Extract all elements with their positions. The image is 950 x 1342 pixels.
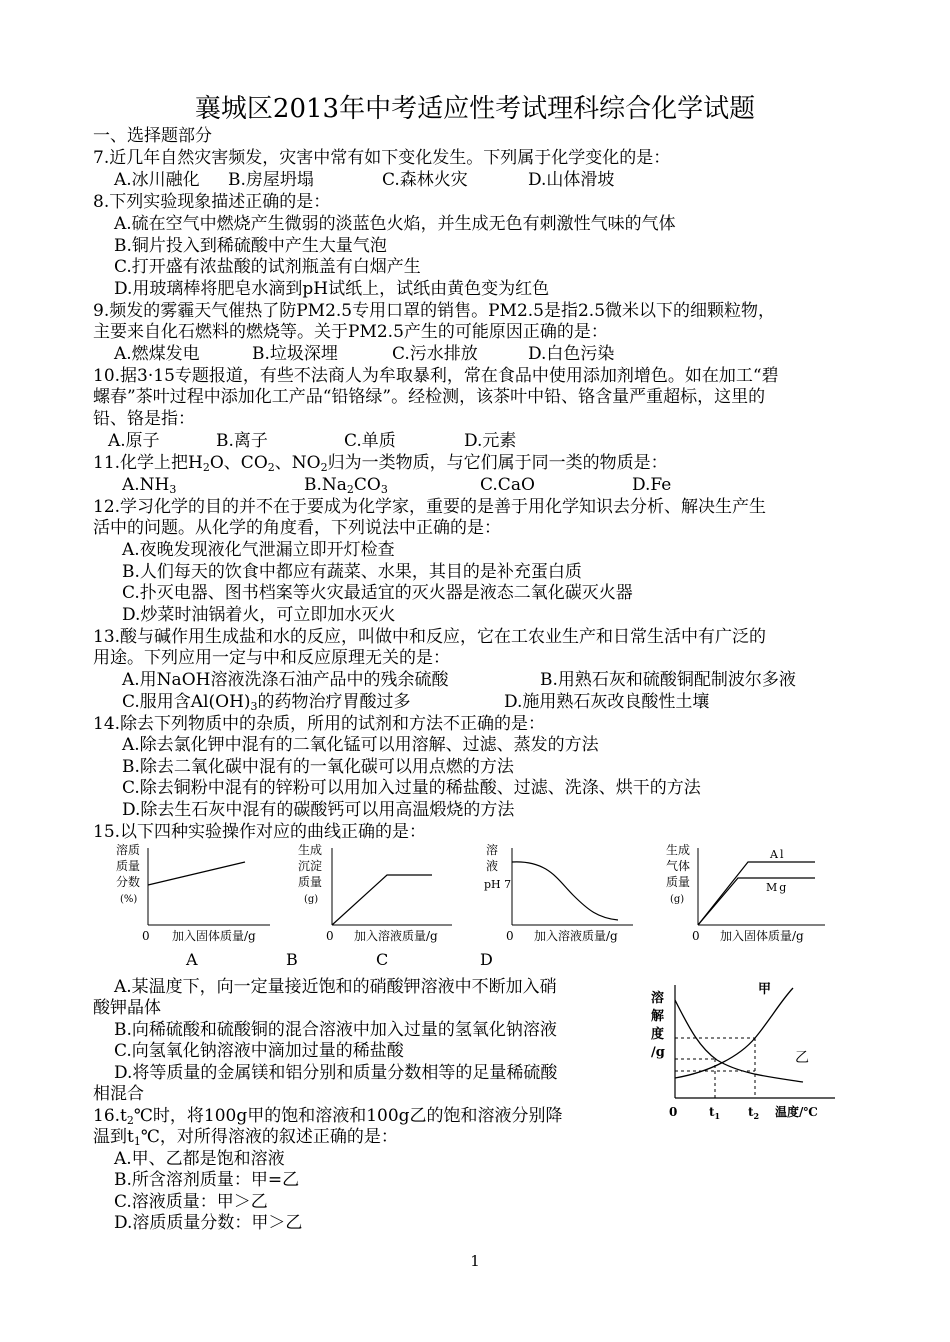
q8-stem: 8.下列实验现象描述正确的是：: [93, 192, 331, 212]
q15-option-b: B.向稀硫酸和硫酸铜的混合溶液中加入过量的氢氧化钠溶液: [114, 1020, 557, 1040]
graph-b-ylabel-2: 沉淀: [298, 859, 323, 873]
solubility-ylabel-3: 度: [651, 1027, 665, 1042]
q16-option-a: A.甲、乙都是饱和溶液: [114, 1149, 285, 1169]
q11-option-b: $B.Na_2CO_3$: [304, 475, 388, 496]
graph-a-ylabel-1: 溶质: [116, 843, 141, 857]
q14-option-a: A.除去氯化钾中混有的二氧化锰可以用溶解、过滤、蒸发的方法: [122, 735, 599, 755]
q12-option-a: A.夜晚发现液化气泄漏立即开灯检查: [122, 540, 395, 560]
q15-option-d-line1: D.将等质量的金属镁和铝分别和质量分数相等的足量稀硫酸: [114, 1063, 558, 1083]
q10-stem-line3: 铅、铬是指：: [93, 409, 195, 429]
page-title: 襄城区2013年中考适应性考试理科综合化学试题: [194, 94, 756, 124]
graph-d-curve-mg: [698, 878, 815, 925]
graph-d-ylabel-1: 生成: [666, 843, 691, 857]
graph-d-label: D: [480, 950, 493, 969]
q14-option-d: D.除去生石灰中混有的碳酸钙可以用高温煅烧的方法: [122, 800, 515, 820]
q16-option-b: B.所含溶剂质量：甲=乙: [114, 1170, 300, 1190]
q13-option-a: A.用NaOH溶液洗涤石油产品中的残余硫酸: [122, 670, 449, 690]
graph-d-series-mg: Mg: [766, 881, 789, 894]
q13-option-c: C.服用含$Al(OH)_3$的药物治疗胃酸过多: [122, 692, 411, 713]
graph-b-ylabel-1: 生成: [298, 843, 323, 857]
q13-option-b: B.用熟石灰和硫酸铜配制波尔多液: [540, 670, 796, 690]
section-heading: 一、选择题部分: [93, 126, 212, 146]
q15-stem: 15.以下四种实验操作对应的曲线正确的是：: [93, 822, 427, 842]
q10-stem-line1: 10.据3·15专题报道，有些不法商人为牟取暴利，常在食品中使用添加剂增色。如在加工“碧: [93, 366, 779, 386]
solubility-ylabel-2: 解: [651, 1009, 665, 1024]
q8-option-b: B.铜片投入到稀硫酸中产生大量气泡: [114, 236, 387, 256]
graph-d-series-al: Al: [770, 848, 786, 861]
q11-option-a: $A.NH_3$: [122, 475, 177, 496]
graph-a-curve: [148, 862, 245, 885]
q15-graph-b: [292, 840, 462, 945]
q12-option-c: C.扑灭电器、图书档案等火灾最适宜的灭火器是液态二氧化碳灭火器: [122, 583, 633, 603]
q15-graph-c: [478, 840, 648, 945]
graph-c-ylabel-3: pH 7: [484, 878, 512, 891]
q15-graph-d: [660, 840, 840, 945]
graph-d-curve-al: [698, 862, 815, 925]
q13-stem-line1: 13.酸与碱作用生成盐和水的反应，叫做中和反应，它在工农业生产和日常生活中有广泛的: [93, 627, 767, 647]
q9-option-b: B.垃圾深埋: [252, 344, 338, 364]
q8-option-c: C.打开盛有浓盐酸的试剂瓶盖有白烟产生: [114, 257, 421, 277]
graph-c-origin: 0: [506, 929, 514, 943]
q16-stem-line2: 温到$t_1℃$，对所得溶液的叙述正确的是：: [93, 1127, 398, 1148]
q10-stem-line2: 螺春”茶叶过程中添加化工产品“铅铬绿”。经检测，该茶叶中铅、铬含量严重超标，这里的: [93, 387, 766, 407]
graph-a-origin: 0: [142, 929, 150, 943]
graph-c-xlabel: 加入溶液质量/g: [534, 929, 618, 943]
q10-option-b: B.离子: [216, 431, 268, 451]
graph-c-label: C: [376, 950, 389, 969]
graph-d-ylabel-2: 气体: [666, 859, 691, 873]
q14-option-b: B.除去二氧化碳中混有的一氧化碳可以用点燃的方法: [122, 757, 514, 777]
q15-option-d-line2: 相混合: [93, 1084, 144, 1104]
q7-option-b: B.房屋坍塌: [228, 170, 314, 190]
q9-option-c: C.污水排放: [392, 344, 478, 364]
graph-b-label: B: [286, 950, 298, 969]
graph-b-origin: 0: [326, 929, 334, 943]
q12-stem-line2: 活中的问题。从化学的角度看，下列说法中正确的是：: [93, 518, 501, 538]
q15-option-a-line1: A.某温度下，向一定量接近饱和的硝酸钾溶液中不断加入硝: [114, 977, 557, 997]
q7-option-c: C.森林火灾: [382, 170, 468, 190]
graph-d-origin: 0: [692, 929, 700, 943]
solubility-chart: [645, 980, 845, 1125]
graph-a-xlabel: 加入固体质量/g: [172, 929, 256, 943]
graph-b-ylabel-4: (g): [304, 894, 319, 905]
graph-c-ylabel-2: 液: [486, 859, 499, 873]
q16-stem-line1: $16.t_2℃$时，将100g甲的饱和溶液和100g乙的饱和溶液分别降: [93, 1106, 563, 1127]
graph-a-label: A: [186, 950, 198, 969]
solubility-origin: 0: [669, 1105, 678, 1119]
graph-b-curve: [332, 875, 432, 925]
label-yi: 乙: [795, 1050, 809, 1066]
q9-stem-line1: 9.频发的雾霾天气催热了防PM2.5专用口罩的销售。PM2.5是指2.5微米以下的细颗粒物，: [93, 301, 776, 321]
q11-stem: 11.化学上把$H_2O$、$CO_2$、$NO_2$归为一类物质，与它们属于同一类的物质是：: [93, 453, 668, 474]
solubility-ylabel-4: /g: [651, 1045, 665, 1060]
q10-option-d: D.元素: [464, 431, 517, 451]
q9-option-d: D.白色污染: [528, 344, 615, 364]
solubility-xlabel: 温度/℃: [775, 1105, 818, 1119]
q10-option-c: C.单质: [344, 431, 396, 451]
q10-option-a: A.原子: [108, 431, 160, 451]
q15-option-c: C.向氢氧化钠溶液中滴加过量的稀盐酸: [114, 1041, 404, 1061]
page-number: 1: [470, 1252, 480, 1270]
graph-d-ylabel-3: 质量: [666, 875, 691, 889]
q15-graph-a: [110, 840, 280, 945]
q14-stem: 14.除去下列物质中的杂质，所用的试剂和方法不正确的是：: [93, 714, 546, 734]
q9-stem-line2: 主要来自化石燃料的燃烧等。关于PM2.5产生的可能原因正确的是：: [93, 322, 608, 342]
q12-option-b: B.人们每天的饮食中都应有蔬菜、水果，其目的是补充蛋白质: [122, 562, 582, 582]
q16-option-c: C.溶液质量：甲＞乙: [114, 1192, 268, 1212]
tick-t1: $t_1$: [709, 1105, 721, 1121]
q13-option-d: D.施用熟石灰改良酸性土壤: [504, 692, 710, 712]
q8-option-d: D.用玻璃棒将肥皂水滴到pH试纸上，试纸由黄色变为红色: [114, 279, 550, 299]
curve-yi: [675, 1000, 803, 1082]
q9-option-a: A.燃煤发电: [114, 344, 200, 364]
q16-option-d: D.溶质质量分数：甲＞乙: [114, 1213, 303, 1233]
q7-option-a: A.冰川融化: [114, 170, 200, 190]
solubility-ylabel-1: 溶: [651, 991, 665, 1006]
q13-stem-line2: 用途。下列应用一定与中和反应原理无关的是：: [93, 648, 450, 668]
q14-option-c: C.除去铜粉中混有的锌粉可以用加入过量的稀盐酸、过滤、洗涤、烘干的方法: [122, 778, 701, 798]
graph-b-xlabel: 加入溶液质量/g: [354, 929, 438, 943]
q11-option-d: D.Fe: [632, 475, 672, 495]
q7-option-d: D.山体滑坡: [528, 170, 615, 190]
q11-option-c: C.CaO: [480, 475, 535, 495]
graph-c-curve: [512, 862, 618, 920]
graph-a-ylabel-2: 质量: [116, 859, 141, 873]
q15-option-a-line2: 酸钾晶体: [93, 998, 161, 1018]
q7-stem: 7.近几年自然灾害频发，灾害中常有如下变化发生。下列属于化学变化的是：: [93, 148, 671, 168]
graph-d-ylabel-4: (g): [670, 894, 685, 905]
q12-option-d: D.炒菜时油锅着火，可立即加水灭火: [122, 605, 396, 625]
label-jia: 甲: [758, 982, 772, 997]
graph-d-xlabel: 加入固体质量/g: [720, 929, 804, 943]
q8-option-a: A.硫在空气中燃烧产生微弱的淡蓝色火焰，并生成无色有刺激性气味的气体: [114, 214, 676, 234]
graph-b-ylabel-3: 质量: [298, 875, 323, 889]
tick-t2: $t_2$: [748, 1105, 760, 1121]
q12-stem-line1: 12.学习化学的目的并不在于要成为化学家，重要的是善于用化学知识去分析、解决生产生: [93, 497, 767, 517]
graph-c-ylabel-1: 溶: [486, 843, 499, 857]
graph-a-ylabel-3: 分数: [116, 875, 141, 889]
graph-a-ylabel-4: (%): [120, 894, 138, 905]
